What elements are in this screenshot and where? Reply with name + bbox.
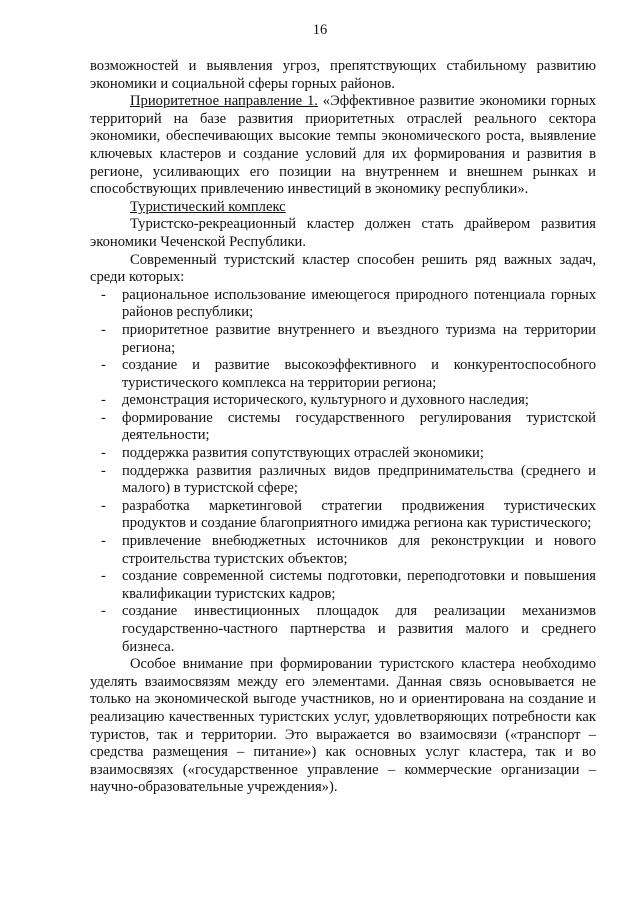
list-dash-marker: -	[101, 392, 106, 409]
list-item-text: создание и развитие высокоэффективного и конкурентоспособного туристического комплекса на территории региона;	[122, 357, 596, 391]
list-item-text: привлечение внебюджетных источников для реконструкции и нового строительства туристских объектов;	[122, 533, 596, 567]
list-item-text: демонстрация исторического, культурного и духовного наследия;	[122, 392, 529, 409]
list-dash-marker: -	[101, 533, 106, 550]
paragraph-continuation: возможностей и выявления угроз, препятствующих стабильному развитию экономики и социальной сферы горных районов.	[90, 58, 596, 92]
list-item	[90, 392, 596, 410]
page-number: 16	[312, 22, 328, 38]
list-dash-marker: -	[101, 409, 106, 426]
relationships-paragraph: Особое внимание при формировании туристского кластера необходимо уделять взаимосвязям между его элементами. Данная связь основывается не только на экономической выгоде участников, но и ориентирована на создание и реализацию качественных туристских услуг, удовлетворяющих потребности как туристов, так и территории. Это выражается во взаимосвязи («транспорт – средства размещения – питание») как основных услуг кластера, так и во взаимосвязях («государственное управление – коммерческие организации – научно-образовательные учреждения»).	[90, 656, 596, 796]
priority-direction-paragraph	[90, 93, 596, 199]
list-dash-marker: -	[101, 321, 106, 338]
list-dash-marker: -	[101, 603, 106, 620]
list-item	[90, 463, 596, 498]
tasks-list	[90, 287, 596, 656]
section-heading: Туристический комплекс	[130, 198, 286, 215]
list-item	[90, 603, 596, 656]
list-item-text: создание современной системы подготовки, переподготовки и повышения квалификации туристских кадров;	[122, 568, 596, 602]
list-dash-marker: -	[101, 497, 106, 514]
page-content	[90, 58, 596, 797]
list-item	[90, 410, 596, 445]
list-item-text: рациональное использование имеющегося природного потенциала горных районов республики;	[122, 286, 596, 321]
list-item-text: создание инвестиционных площадок для реализации механизмов государственно-частного партнерства и развития малого и среднего бизнеса.	[122, 603, 596, 655]
list-dash-marker: -	[101, 445, 106, 462]
list-item-text: формирование системы государственного регулирования туристской деятельности;	[122, 409, 596, 444]
list-item	[90, 498, 596, 533]
list-item	[90, 445, 596, 463]
list-item	[90, 322, 596, 357]
list-item	[90, 568, 596, 603]
list-dash-marker: -	[101, 568, 106, 585]
list-item	[90, 357, 596, 392]
priority-direction-label: Приоритетное направление 1.	[130, 93, 318, 110]
list-item-text: поддержка развития сопутствующих отраслей экономики;	[122, 445, 484, 462]
list-dash-marker: -	[101, 462, 106, 479]
list-item-text: приоритетное развитие внутреннего и въездного туризма на территории региона;	[122, 321, 596, 356]
list-item-text: разработка маркетинговой стратегии продвижения туристических продуктов и создание благоприятного имиджа региона как туристического;	[122, 497, 596, 532]
list-item	[90, 287, 596, 322]
list-dash-marker: -	[101, 357, 106, 374]
cluster-driver-paragraph: Туристско-рекреационный кластер должен стать драйвером развития экономики Чеченской Республики.	[90, 216, 596, 250]
priority-direction-text: «Эффективное развитие экономики горных территорий на базе развития приоритетных отраслей реального сектора экономики, обеспечивающих высокие темпы экономического роста, выявление ключевых кластеров и создание условий для их формирования и развития в регионе, усиливающих его позиции на внутреннем и внешнем рынках и способствующих привлечению инвестиций в экономику республики».	[90, 93, 596, 198]
list-item-text: поддержка развития различных видов предпринимательства (среднего и малого) в туристской сфере;	[122, 462, 596, 497]
list-item	[90, 533, 596, 568]
list-dash-marker: -	[101, 286, 106, 303]
tasks-intro-paragraph: Современный туристский кластер способен решить ряд важных задач, среди которых:	[90, 251, 596, 286]
